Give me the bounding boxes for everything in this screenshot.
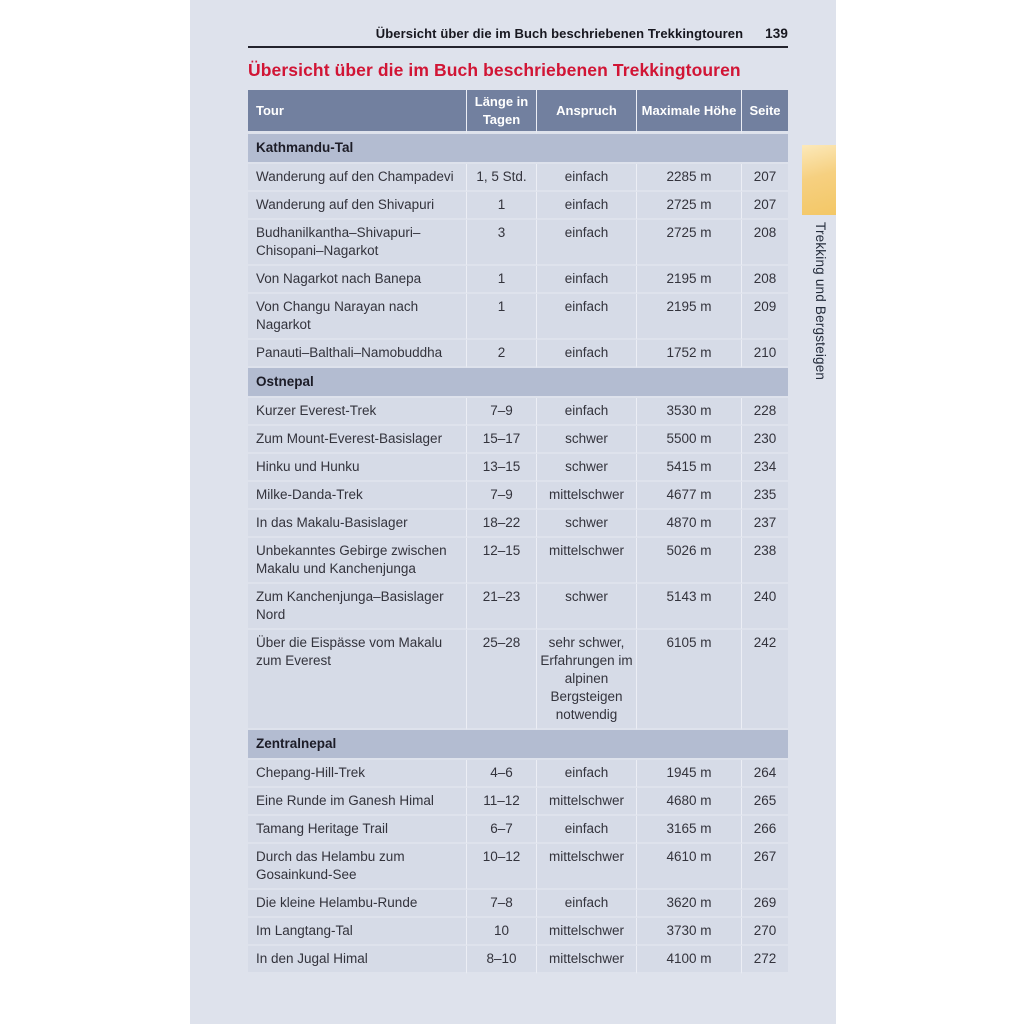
cell-tour-name: Panauti–Balthali–Namobuddha [248,340,467,368]
cell-days: 1 [467,294,537,340]
cell-page: 238 [742,538,788,584]
cell-max-height: 1752 m [637,340,742,368]
cell-max-height: 4870 m [637,510,742,538]
cell-tour-name: Zum Kanchenjunga–Basislager Nord [248,584,467,630]
cell-difficulty: einfach [537,760,637,788]
cell-difficulty: schwer [537,426,637,454]
cell-days: 7–8 [467,890,537,918]
cell-tour-name: Budhanilkantha–Shivapuri–Chisopani–Nagarkot [248,220,467,266]
cell-page: 242 [742,630,788,730]
book-page [190,0,836,1024]
running-head-title: Übersicht über die im Buch beschriebenen Trekkingtouren [375,26,744,41]
cell-days: 7–9 [467,482,537,510]
tour-row [248,340,788,368]
tour-row [248,426,788,454]
cell-max-height: 6105 m [637,630,742,730]
tour-row [248,918,788,946]
section-title: Ostnepal [248,368,788,398]
cell-tour-name: Von Nagarkot nach Banepa [248,266,467,294]
tour-row [248,192,788,220]
cell-page: 265 [742,788,788,816]
cell-max-height: 4100 m [637,946,742,974]
column-header-page: Seite [742,90,788,134]
cell-tour-name: Hinku und Hunku [248,454,467,482]
cell-page: 237 [742,510,788,538]
cell-days: 12–15 [467,538,537,584]
cell-difficulty: einfach [537,890,637,918]
tour-row [248,220,788,266]
cell-page: 208 [742,266,788,294]
cell-tour-name: Kurzer Everest-Trek [248,398,467,426]
cell-page: 272 [742,946,788,974]
column-header-tour: Tour [248,90,467,134]
cell-max-height: 4680 m [637,788,742,816]
cell-max-height: 5143 m [637,584,742,630]
running-head-page-number: 139 [765,26,788,41]
cell-max-height: 5500 m [637,426,742,454]
column-header-days: Länge in Tagen [467,90,537,134]
running-head [248,0,788,48]
cell-page: 240 [742,584,788,630]
cell-tour-name: Über die Eispässe vom Makalu zum Everest [248,630,467,730]
column-header-difficulty: Anspruch [537,90,637,134]
cell-difficulty: mittelschwer [537,918,637,946]
cell-days: 6–7 [467,816,537,844]
cell-difficulty: einfach [537,220,637,266]
tour-row [248,538,788,584]
cell-difficulty: einfach [537,816,637,844]
trekking-tours-table [248,90,788,974]
cell-max-height: 5026 m [637,538,742,584]
tour-row [248,294,788,340]
tour-row [248,584,788,630]
cell-max-height: 3620 m [637,890,742,918]
cell-difficulty: mittelschwer [537,844,637,890]
cell-difficulty: mittelschwer [537,482,637,510]
cell-max-height: 2725 m [637,220,742,266]
cell-page: 209 [742,294,788,340]
cell-max-height: 5415 m [637,454,742,482]
table-body [248,134,788,974]
cell-page: 266 [742,816,788,844]
cell-difficulty: schwer [537,454,637,482]
cell-tour-name: Wanderung auf den Champadevi [248,164,467,192]
tour-row [248,266,788,294]
section-title: Kathmandu-Tal [248,134,788,164]
cell-tour-name: Eine Runde im Ganesh Himal [248,788,467,816]
section-title: Zentralnepal [248,730,788,760]
cell-days: 10–12 [467,844,537,890]
cell-page: 235 [742,482,788,510]
cell-days: 11–12 [467,788,537,816]
cell-max-height: 4677 m [637,482,742,510]
cell-days: 4–6 [467,760,537,788]
cell-difficulty: einfach [537,164,637,192]
cell-days: 1 [467,266,537,294]
cell-tour-name: Von Changu Narayan nach Nagarkot [248,294,467,340]
page-content [248,0,788,974]
cell-tour-name: Wanderung auf den Shivapuri [248,192,467,220]
tour-row [248,454,788,482]
cell-difficulty: sehr schwer, Erfahrungen im alpinen Bergsteigen notwendig [537,630,637,730]
cell-max-height: 2195 m [637,294,742,340]
cell-difficulty: einfach [537,266,637,294]
cell-page: 267 [742,844,788,890]
cell-max-height: 3730 m [637,918,742,946]
column-header-max-height: Maximale Höhe [637,90,742,134]
cell-days: 25–28 [467,630,537,730]
cell-page: 207 [742,164,788,192]
cell-max-height: 2195 m [637,266,742,294]
chapter-margin-label: Trekking und Bergsteigen [813,222,828,381]
cell-days: 2 [467,340,537,368]
tour-row [248,844,788,890]
cell-tour-name: Im Langtang-Tal [248,918,467,946]
cell-tour-name: Unbekanntes Gebirge zwischen Makalu und Kanchenjunga [248,538,467,584]
cell-max-height: 3165 m [637,816,742,844]
cell-difficulty: mittelschwer [537,946,637,974]
cell-days: 13–15 [467,454,537,482]
cell-days: 1 [467,192,537,220]
cell-days: 7–9 [467,398,537,426]
cell-page: 269 [742,890,788,918]
cell-days: 3 [467,220,537,266]
tour-row [248,788,788,816]
tour-row [248,816,788,844]
cell-max-height: 4610 m [637,844,742,890]
cell-difficulty: einfach [537,294,637,340]
cell-difficulty: mittelschwer [537,788,637,816]
cell-max-height: 3530 m [637,398,742,426]
page-title: Übersicht über die im Buch beschriebenen Trekkingtouren [248,60,741,80]
cell-days: 8–10 [467,946,537,974]
cell-days: 18–22 [467,510,537,538]
tour-row [248,398,788,426]
cell-difficulty: schwer [537,510,637,538]
cell-page: 210 [742,340,788,368]
cell-difficulty: einfach [537,340,637,368]
cell-tour-name: Zum Mount-Everest-Basislager [248,426,467,454]
table-header-row [248,90,788,134]
tour-row [248,164,788,192]
tour-row [248,482,788,510]
cell-tour-name: Die kleine Helambu-Runde [248,890,467,918]
cell-days: 21–23 [467,584,537,630]
cell-tour-name: In den Jugal Himal [248,946,467,974]
section-row [248,368,788,398]
cell-page: 270 [742,918,788,946]
cell-tour-name: Tamang Heritage Trail [248,816,467,844]
cell-difficulty: einfach [537,398,637,426]
tour-row [248,510,788,538]
cell-days: 10 [467,918,537,946]
tour-row [248,630,788,730]
cell-tour-name: Chepang-Hill-Trek [248,760,467,788]
chapter-color-tab [802,145,836,215]
section-row [248,134,788,164]
cell-page: 207 [742,192,788,220]
cell-page: 234 [742,454,788,482]
cell-difficulty: einfach [537,192,637,220]
cell-page: 228 [742,398,788,426]
cell-difficulty: schwer [537,584,637,630]
cell-days: 1, 5 Std. [467,164,537,192]
section-row [248,730,788,760]
cell-tour-name: Milke-Danda-Trek [248,482,467,510]
cell-tour-name: Durch das Helambu zum Gosainkund-See [248,844,467,890]
cell-max-height: 2725 m [637,192,742,220]
tour-row [248,946,788,974]
cell-page: 264 [742,760,788,788]
tour-row [248,760,788,788]
cell-days: 15–17 [467,426,537,454]
cell-tour-name: In das Makalu-Basislager [248,510,467,538]
cell-page: 230 [742,426,788,454]
cell-max-height: 1945 m [637,760,742,788]
cell-max-height: 2285 m [637,164,742,192]
tour-row [248,890,788,918]
cell-page: 208 [742,220,788,266]
cell-difficulty: mittelschwer [537,538,637,584]
